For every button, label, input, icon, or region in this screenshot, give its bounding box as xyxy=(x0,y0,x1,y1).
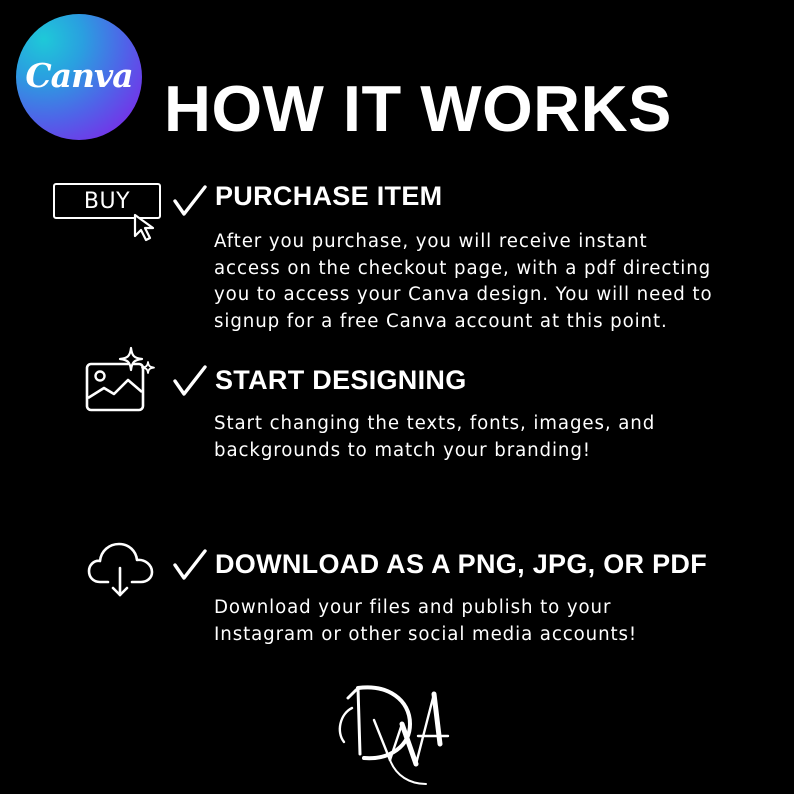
cloud-download-icon xyxy=(86,538,156,600)
step-title: PURCHASE ITEM xyxy=(215,181,443,211)
cursor-arrow-icon xyxy=(132,212,162,244)
description-line: access on the checkout page, with a pdf directing xyxy=(214,257,712,279)
check-icon xyxy=(172,184,208,218)
description-line: After you purchase, you will receive instant xyxy=(214,231,648,252)
step-title: START DESIGNING xyxy=(215,365,467,395)
step-description xyxy=(214,229,774,335)
step-description xyxy=(214,411,774,464)
page-title: HOW IT WORKS xyxy=(164,72,672,145)
canva-logo xyxy=(16,14,142,140)
description-line: Instagram or other social media accounts! xyxy=(214,623,638,645)
image-sparkle-icon xyxy=(84,344,158,414)
dw-monogram-logo xyxy=(330,680,460,790)
step-title: DOWNLOAD AS A PNG, JPG, OR PDF xyxy=(215,549,708,579)
check-icon xyxy=(172,364,208,398)
description-line: backgrounds to match your branding! xyxy=(214,439,591,461)
buy-button-label: BUY xyxy=(83,188,131,214)
description-line: signup for a free Canva account at this point. xyxy=(214,310,668,332)
description-line: you to access your Canva design. You will need to xyxy=(214,284,713,305)
description-line: Download your files and publish to your xyxy=(214,597,612,618)
description-line: Start changing the texts, fonts, images, and xyxy=(214,413,656,434)
step-description xyxy=(214,595,774,648)
check-icon xyxy=(172,548,208,582)
canva-wordmark: Canva xyxy=(25,55,133,95)
